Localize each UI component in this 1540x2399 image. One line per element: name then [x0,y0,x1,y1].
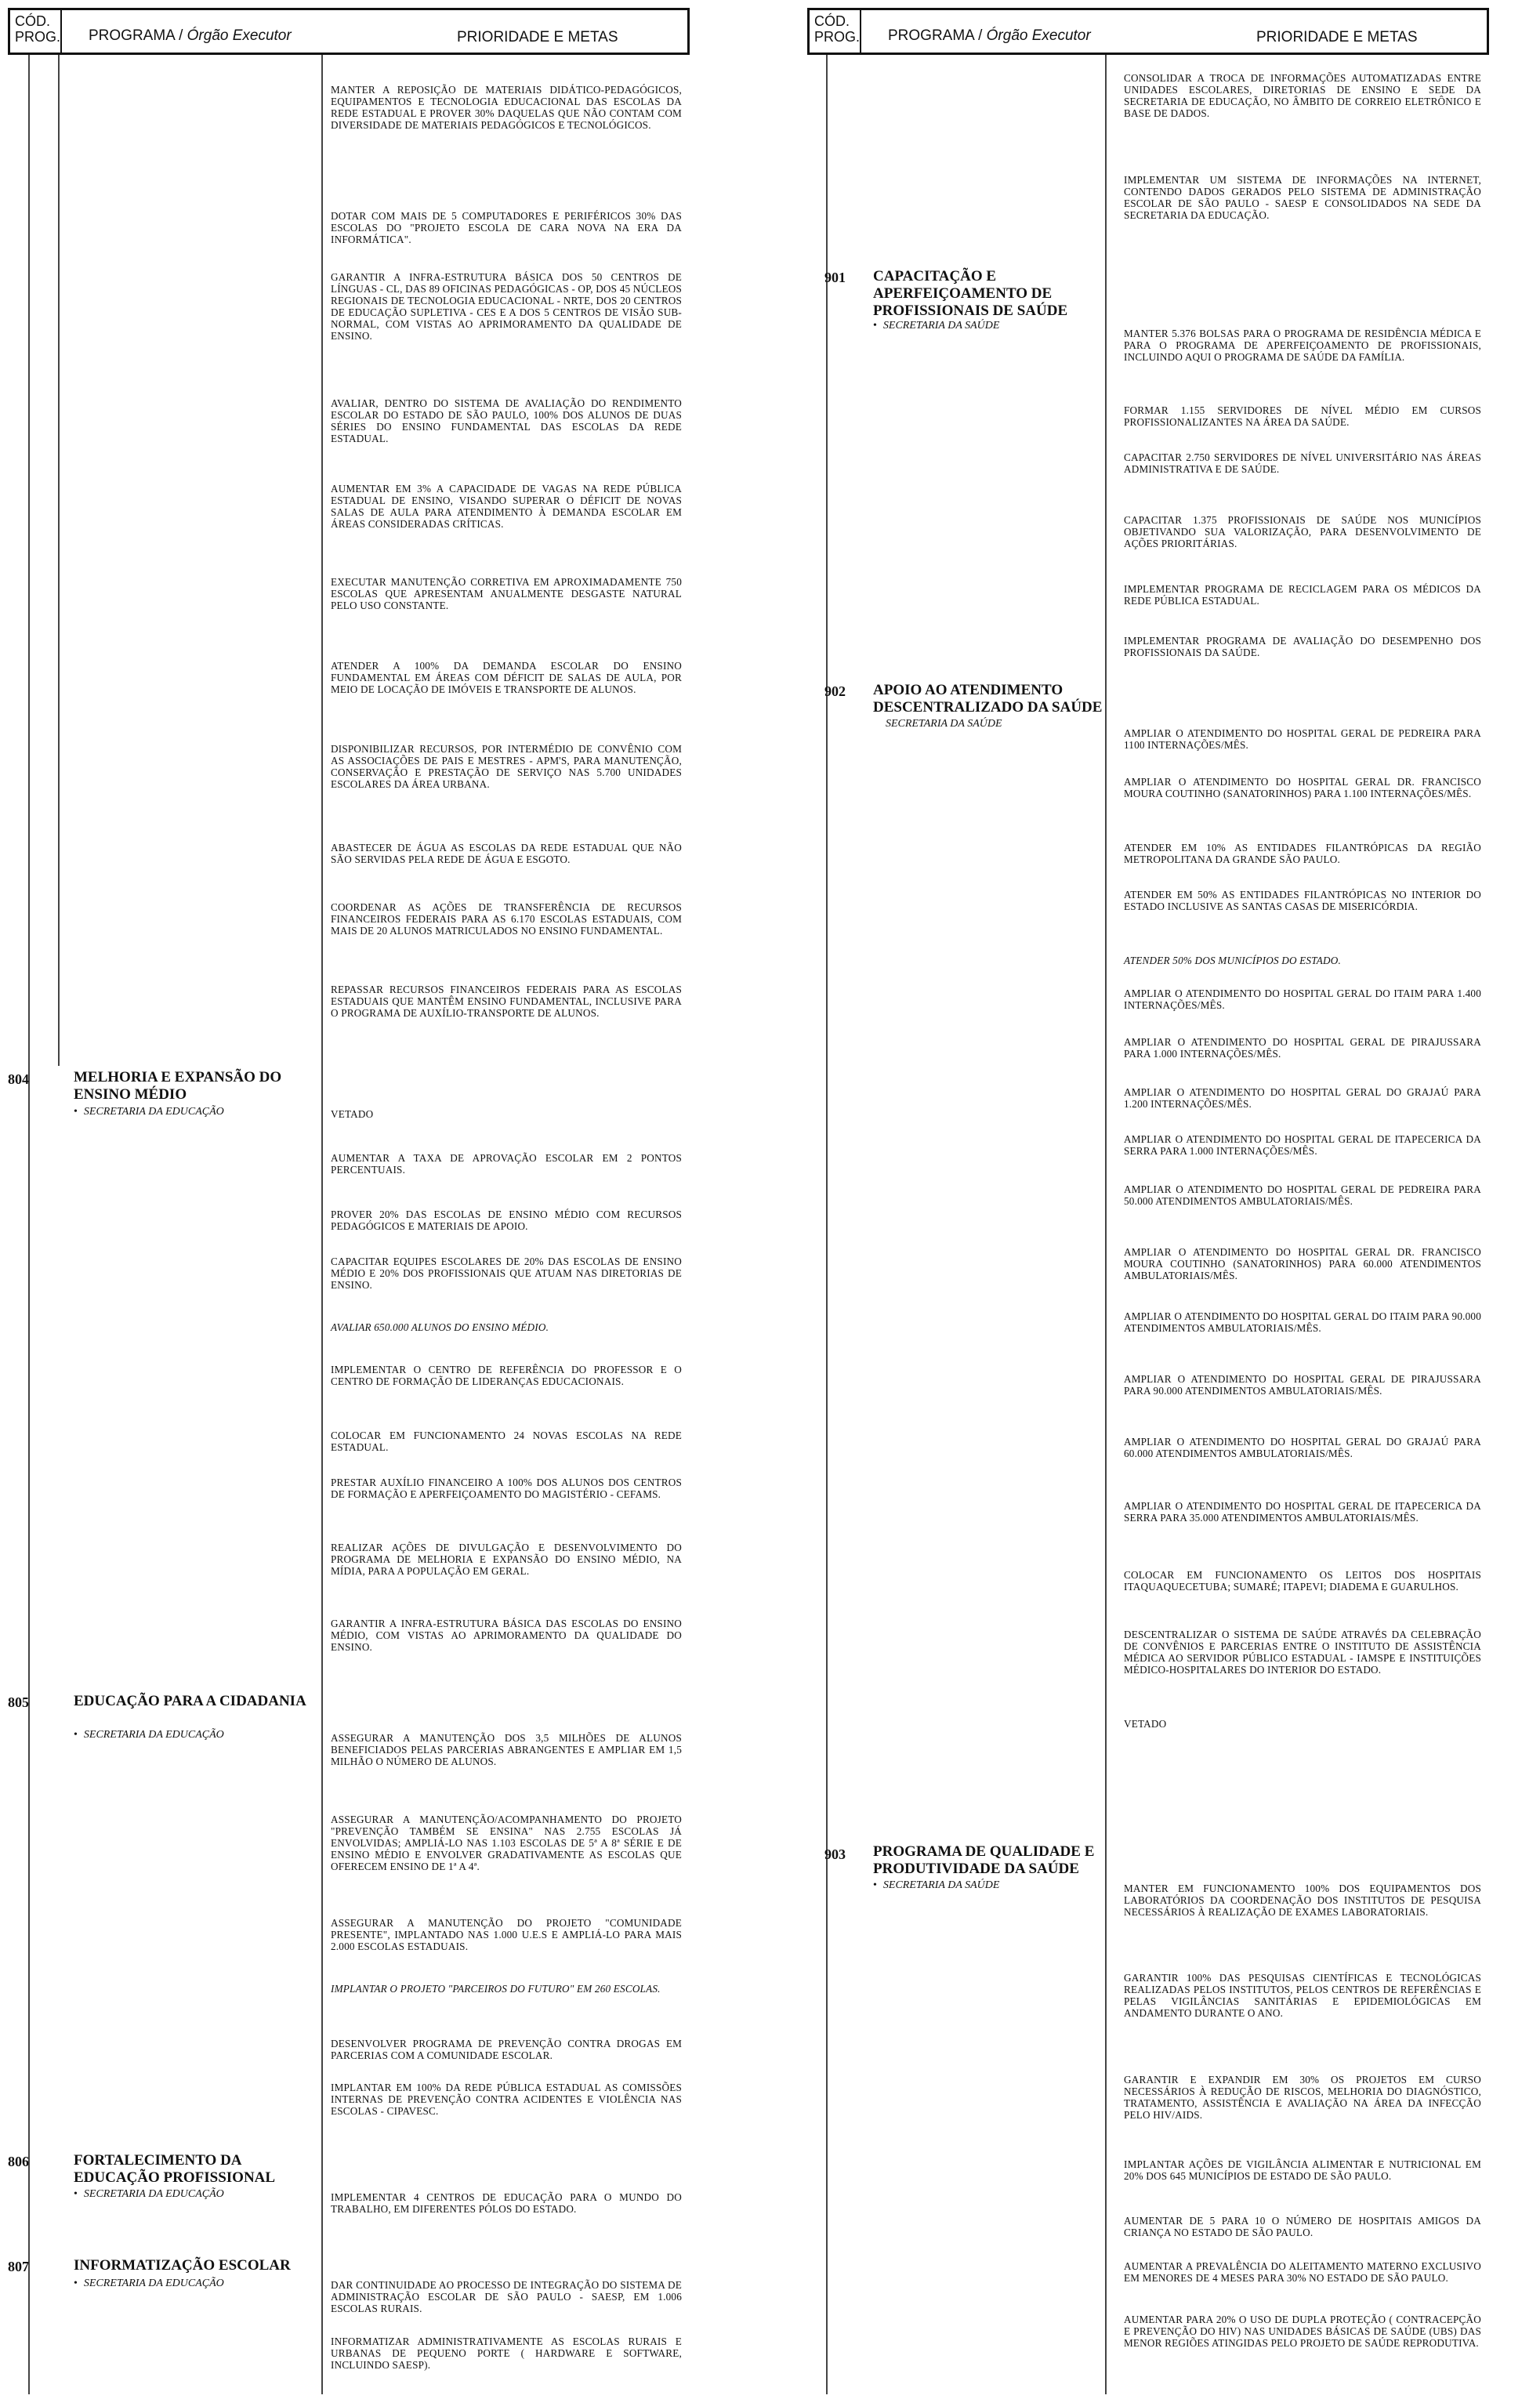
meta-item: IMPLANTAR AÇÕES DE VIGILÂNCIA ALIMENTAR E NUTRICIONAL EM 20% DOS 645 MUNICÍPIOS DE ESTADO DE SÃO PAULO. [1124,2158,1481,2182]
meta-item: ASSEGURAR A MANUTENÇÃO/ACOMPANHAMENTO DO PROJETO "PREVENÇÃO TAMBÉM SE ENSINA" NAS 2.755 ESCOLAS JÁ ENVOLVIDAS; AMPLIÁ-LO NAS 1.103 ESCOLAS DE 5ª A 8ª SÉRIE E DE ENSINO MÉDIO E ENVOLVER GRADATIVAMENTE AS ESCOLAS QUE OFERECEM ENSINO DE 1ª A 4ª. [331,1814,682,1872]
program-org-901: • SECRETARIA DA SAÚDE [873,320,1000,332]
meta-item: AVALIAR 650.000 ALUNOS DO ENSINO MÉDIO. [331,1321,549,1333]
program-org-903: • SECRETARIA DA SAÚDE [873,1879,1000,1891]
meta-item: PROVER 20% DAS ESCOLAS DE ENSINO MÉDIO COM RECURSOS PEDAGÓGICOS E MATERIAIS DE APOIO. [331,1209,682,1232]
header-divider [60,10,62,53]
meta-item: COLOCAR EM FUNCIONAMENTO OS LEITOS DOS HOSPITAIS ITAQUAQUECETUBA; SUMARÉ; ITAPEVI; DIADEMA E GUARULHOS. [1124,1569,1481,1593]
meta-item: GARANTIR 100% DAS PESQUISAS CIENTÍFICAS E TECNOLÓGICAS REALIZADAS PELOS INSTITUTOS, PELOS CENTROS DE REFERÊNCIAS E PELAS VIGILÂNCIAS SANITÁRIAS E EPIDEMIOLÓGICAS EM ANDAMENTO DURANTE O ANO. [1124,1972,1481,2019]
meta-item: IMPLEMENTAR PROGRAMA DE RECICLAGEM PARA OS MÉDICOS DA REDE PÚBLICA ESTADUAL. [1124,583,1481,607]
meta-item: EXECUTAR MANUTENÇÃO CORRETIVA EM APROXIMADAMENTE 750 ESCOLAS QUE APRESENTAM ANUALMENTE DESGASTE NATURAL PELO USO CONSTANTE. [331,576,682,611]
program-title-903: PROGRAMA DE QUALIDADE E PRODUTIVIDADE DA SAÚDE [873,1843,1095,1877]
program-code-805: 805 [8,1694,29,1710]
header-divider [860,10,861,53]
meta-item: IMPLEMENTAR PROGRAMA DE AVALIAÇÃO DO DESEMPENHO DOS PROFISSIONAIS DA SAÚDE. [1124,635,1481,658]
meta-item: AMPLIAR O ATENDIMENTO DO HOSPITAL GERAL DE ITAPECERICA DA SERRA PARA 35.000 ATENDIMENTOS AMBULATORIAIS/MÊS. [1124,1500,1481,1524]
program-title-807: INFORMATIZAÇÃO ESCOLAR [74,2257,291,2274]
column-rule [28,55,30,2394]
program-code-901: 901 [824,270,846,285]
meta-item: COORDENAR AS AÇÕES DE TRANSFERÊNCIA DE RECURSOS FINANCEIROS FEDERAIS PARA AS 6.170 ESCOLAS ESTADUAIS, COM MAIS DE 20 ALUNOS MATRICULADOS NO ENSINO FUNDAMENTAL. [331,901,682,937]
program-code-903: 903 [824,1846,846,1862]
meta-item: ATENDER EM 50% AS ENTIDADES FILANTRÓPICAS NO INTERIOR DO ESTADO INCLUSIVE AS SANTAS CASAS DE MISERICÓRDIA. [1124,889,1481,912]
meta-item: VETADO [331,1108,374,1120]
meta-item: CAPACITAR 1.375 PROFISSIONAIS DE SAÚDE NOS MUNICÍPIOS OBJETIVANDO SUA VALORIZAÇÃO, PARA DESENVOLVIMENTO DE AÇÕES PRIORITÁRIAS. [1124,514,1481,549]
meta-item: AMPLIAR O ATENDIMENTO DO HOSPITAL GERAL DE ITAPECERICA DA SERRA PARA 1.000 INTERNAÇÕES/MÊS. [1124,1133,1481,1157]
header-prioridade: PRIORIDADE E METAS [1256,29,1418,45]
meta-item: REALIZAR AÇÕES DE DIVULGAÇÃO E DESENVOLVIMENTO DO PROGRAMA DE MELHORIA E EXPANSÃO DO ENSINO MÉDIO, NA MÍDIA, PARA A POPULAÇÃO EM GERAL. [331,1542,682,1577]
meta-item: DOTAR COM MAIS DE 5 COMPUTADORES E PERIFÉRICOS 30% DAS ESCOLAS DO "PROJETO ESCOLA DE CARA NOVA NA ERA DA INFORMÁTICA". [331,210,682,245]
meta-item: AMPLIAR O ATENDIMENTO DO HOSPITAL GERAL DR. FRANCISCO MOURA COUTINHO (SANATORINHOS) PARA 60.000 ATENDIMENTOS AMBULATORIAIS/MÊS. [1124,1246,1481,1281]
program-title-806: FORTALECIMENTO DA EDUCAÇÃO PROFISSIONAL [74,2152,276,2186]
column-rule [321,55,323,2394]
meta-item: AVALIAR, DENTRO DO SISTEMA DE AVALIAÇÃO DO RENDIMENTO ESCOLAR DO ESTADO DE SÃO PAULO, 100% DOS ALUNOS DE DUAS SÉRIES DO ENSINO FUNDAMENTAL DAS ESCOLAS DA REDE ESTADUAL. [331,397,682,444]
program-title-805: EDUCAÇÃO PARA A CIDADANIA [74,1693,306,1709]
meta-item: IMPLEMENTAR 4 CENTROS DE EDUCAÇÃO PARA O MUNDO DO TRABALHO, EM DIFERENTES PÓLOS DO ESTADO. [331,2191,682,2215]
program-org-804: • SECRETARIA DA EDUCAÇÃO [74,1106,224,1118]
meta-item: AUMENTAR PARA 20% O USO DE DUPLA PROTEÇÃO ( CONTRACEPÇÃO E PREVENÇÃO DO HIV) NAS UNIDADES BÁSICAS DE SAÚDE (UBS) DAS MENOR REGIÕES ATINGIDAS PELO PROJETO DE SAÚDE REPRODUTIVA. [1124,2314,1481,2349]
header-prioridade: PRIORIDADE E METAS [457,29,618,45]
program-title-804: MELHORIA E EXPANSÃO DO ENSINO MÉDIO [74,1069,282,1103]
meta-item: MANTER 5.376 BOLSAS PARA O PROGRAMA DE RESIDÊNCIA MÉDICA E PARA O PROGRAMA DE APERFEIÇOAMENTO DE PROFISSIONAIS, INCLUINDO AQUI O PROGRAMA DE SAÚDE DA FAMÍLIA. [1124,328,1481,363]
meta-item: GARANTIR E EXPANDIR EM 30% OS PROJETOS EM CURSO NECESSÁRIOS À REDUÇÃO DE RISCOS, MELHORIA DO DIAGNÓSTICO, TRATAMENTO, ASSISTÊNCIA E AVALIAÇÃO NA ÁREA DA INFECÇÃO PELO HIV/AIDS. [1124,2074,1481,2121]
meta-item: AUMENTAR A TAXA DE APROVAÇÃO ESCOLAR EM 2 PONTOS PERCENTUAIS. [331,1152,682,1176]
meta-item: DESENVOLVER PROGRAMA DE PREVENÇÃO CONTRA DROGAS EM PARCERIAS COM A COMUNIDADE ESCOLAR. [331,2038,682,2061]
meta-item: DESCENTRALIZAR O SISTEMA DE SAÚDE ATRAVÉS DA CELEBRAÇÃO DE CONVÊNIOS E PARCERIAS ENTRE O INSTITUTO DE ASSISTÊNCIA MÉDICA AO SERVIDOR PÚBLICO ESTADUAL - IAMSPE E INSTITUIÇÕES MÉDICO-HOSPITALARES DO INTERIOR DO ESTADO. [1124,1629,1481,1676]
meta-item: AMPLIAR O ATENDIMENTO DO HOSPITAL GERAL DE PEDREIRA PARA 50.000 ATENDIMENTOS AMBULATORIAIS/MÊS. [1124,1183,1481,1207]
meta-item: COLOCAR EM FUNCIONAMENTO 24 NOVAS ESCOLAS NA REDE ESTADUAL. [331,1430,682,1453]
header-cod-prog: CÓD. PROG. [814,13,861,45]
program-org-902: SECRETARIA DA SAÚDE [886,718,1002,730]
meta-item: IMPLANTAR O PROJETO "PARCEIROS DO FUTURO" EM 260 ESCOLAS. [331,1983,661,1995]
meta-item: MANTER A REPOSIÇÃO DE MATERIAIS DIDÁTICO-PEDAGÓGICOS, EQUIPAMENTOS E TECNOLOGIA EDUCACIONAL DAS ESCOLAS DA REDE ESTADUAL E PROVER 30% DAQUELAS QUE NÃO CONTAM COM DIVERSIDADE DE MATERIAIS PEDAGÓGICOS E TECNOLÓGICOS. [331,84,682,131]
column-rule [58,55,60,1066]
meta-item: MANTER EM FUNCIONAMENTO 100% DOS EQUIPAMENTOS DOS LABORATÓRIOS DA COORDENAÇÃO DOS INSTITUTOS DE PESQUISA NECESSÁRIOS À REALIZAÇÃO DE EXAMES LABORATORIAIS. [1124,1883,1481,1918]
table-header [8,8,690,55]
meta-item: GARANTIR A INFRA-ESTRUTURA BÁSICA DAS ESCOLAS DO ENSINO MÉDIO, COM VISTAS AO APRIMORAMENTO DA QUALIDADE DO ENSINO. [331,1618,682,1653]
meta-item: DISPONIBILIZAR RECURSOS, POR INTERMÉDIO DE CONVÊNIO COM AS ASSOCIAÇÕES DE PAIS E MESTRES - APM'S, PARA MANUTENÇÃO, CONSERVAÇÃO E PRESTAÇÃO DE SERVIÇO NAS 5.700 UNIDADES ESCOLARES DA ÁREA URBANA. [331,743,682,790]
meta-item: GARANTIR A INFRA-ESTRUTURA BÁSICA DOS 50 CENTROS DE LÍNGUAS - CL, DAS 89 OFICINAS PEDAGÓGICAS - OP, DOS 45 NÚCLEOS REGIONAIS DE TECNOLOGIA EDUCACIONAL - NRTE, DOS 20 CENTROS DE EDUCAÇÃO SUPLETIVA - CES E A DOS 5 CENTROS DE VISÃO SUB-NORMAL, COM VISTAS AO APRIMORAMENTO DA QUALIDADE DE ENSINO. [331,271,682,342]
meta-item: AMPLIAR O ATENDIMENTO DO HOSPITAL GERAL DO ITAIM PARA 1.400 INTERNAÇÕES/MÊS. [1124,988,1481,1011]
program-org-807: • SECRETARIA DA EDUCAÇÃO [74,2278,224,2289]
meta-item: ATENDER A 100% DA DEMANDA ESCOLAR DO ENSINO FUNDAMENTAL EM ÁREAS COM DÉFICIT DE SALAS DE AULA, POR MEIO DE LOCAÇÃO DE IMÓVEIS E TRANSPORTE DE ALUNOS. [331,660,682,695]
meta-item: AMPLIAR O ATENDIMENTO DO HOSPITAL GERAL DR. FRANCISCO MOURA COUTINHO (SANATORINHOS) PARA 1.100 INTERNAÇÕES/MÊS. [1124,776,1481,799]
program-title-901: CAPACITAÇÃO E APERFEIÇOAMENTO DE PROFISSIONAIS DE SAÚDE [873,268,1068,319]
meta-item: DAR CONTINUIDADE AO PROCESSO DE INTEGRAÇÃO DO SISTEMA DE ADMINISTRAÇÃO ESCOLAR DE SÃO PAULO - SAESP, EM 1.006 ESCOLAS RURAIS. [331,2279,682,2314]
meta-item: AUMENTAR A PREVALÊNCIA DO ALEITAMENTO MATERNO EXCLUSIVO EM MENORES DE 4 MESES PARA 30% NO ESTADO DE SÃO PAULO. [1124,2260,1481,2284]
program-org-805: • SECRETARIA DA EDUCAÇÃO [74,1729,224,1741]
meta-item: IMPLEMENTAR UM SISTEMA DE INFORMAÇÕES NA INTERNET, CONTENDO DADOS GERADOS PELO SISTEMA DE ADMINISTRAÇÃO ESCOLAR DE SÃO PAULO - SAESP E CONSOLIDADOS NA SEDE DA SECRETARIA DA EDUCAÇÃO. [1124,174,1481,221]
meta-item: ABASTECER DE ÁGUA AS ESCOLAS DA REDE ESTADUAL QUE NÃO SÃO SERVIDAS PELA REDE DE ÁGUA E ESGOTO. [331,842,682,865]
meta-item: AUMENTAR EM 3% A CAPACIDADE DE VAGAS NA REDE PÚBLICA ESTADUAL DE ENSINO, VISANDO SUPERAR O DÉFICIT DE NOVAS SALAS DE AULA PARA ATENDIMENTO À DEMANDA ESCOLAR EM ÁREAS CONSIDERADAS CRÍTICAS. [331,483,682,530]
meta-item: AMPLIAR O ATENDIMENTO DO HOSPITAL GERAL DE PIRAJUSSARA PARA 1.000 INTERNAÇÕES/MÊS. [1124,1036,1481,1060]
meta-item: IMPLANTAR EM 100% DA REDE PÚBLICA ESTADUAL AS COMISSÕES INTERNAS DE PREVENÇÃO CONTRA ACIDENTES E VIOLÊNCIA NAS ESCOLAS - CIPAVESC. [331,2082,682,2117]
column-rule [826,55,828,2394]
meta-item: CAPACITAR 2.750 SERVIDORES DE NÍVEL UNIVERSITÁRIO NAS ÁREAS ADMINISTRATIVA E DE SAÚDE. [1124,451,1481,475]
meta-item: CONSOLIDAR A TROCA DE INFORMAÇÕES AUTOMATIZADAS ENTRE UNIDADES ESCOLARES, DIRETORIAS DE ENSINO E SEDE DA SECRETARIA DE EDUCAÇÃO, NO ÂMBITO DE CORREIO ELETRÔNICO E BASE DE DADOS. [1124,72,1481,119]
meta-item: ASSEGURAR A MANUTENÇÃO DO PROJETO "COMUNIDADE PRESENTE", IMPLANTADO NAS 1.000 U.E.S E AMPLIÁ-LO PARA MAIS 2.000 ESCOLAS ESTADUAIS. [331,1917,682,1952]
program-title-902: APOIO AO ATENDIMENTO DESCENTRALIZADO DA SAÚDE [873,682,1103,716]
program-code-807: 807 [8,2259,29,2274]
program-code-806: 806 [8,2154,29,2169]
meta-item: AUMENTAR DE 5 PARA 10 O NÚMERO DE HOSPITAIS AMIGOS DA CRIANÇA NO ESTADO DE SÃO PAULO. [1124,2215,1481,2238]
meta-item: AMPLIAR O ATENDIMENTO DO HOSPITAL GERAL DO ITAIM PARA 90.000 ATENDIMENTOS AMBULATORIAIS/MÊS. [1124,1310,1481,1334]
meta-item: AMPLIAR O ATENDIMENTO DO HOSPITAL GERAL DO GRAJAÚ PARA 1.200 INTERNAÇÕES/MÊS. [1124,1086,1481,1110]
right-column [807,8,1497,2394]
left-column [8,8,698,2394]
meta-item: IMPLEMENTAR O CENTRO DE REFERÊNCIA DO PROFESSOR E O CENTRO DE FORMAÇÃO DE LIDERANÇAS EDUCACIONAIS. [331,1364,682,1387]
column-rule [1105,55,1107,2394]
header-programa: PROGRAMA / Órgão Executor [89,27,292,44]
meta-item: ASSEGURAR A MANUTENÇÃO DOS 3,5 MILHÕES DE ALUNOS BENEFICIADOS PELAS PARCERIAS ABRANGENTES E AMPLIAR EM 1,5 MILHÃO O NÚMERO DE ALUNOS. [331,1732,682,1767]
program-code-902: 902 [824,683,846,699]
meta-item: PRESTAR AUXÍLIO FINANCEIRO A 100% DOS ALUNOS DOS CENTROS DE FORMAÇÃO E APERFEIÇOAMENTO DO MAGISTÉRIO - CEFAMS. [331,1477,682,1500]
meta-item: AMPLIAR O ATENDIMENTO DO HOSPITAL GERAL DE PEDREIRA PARA 1100 INTERNAÇÕES/MÊS. [1124,727,1481,751]
meta-item: AMPLIAR O ATENDIMENTO DO HOSPITAL GERAL DO GRAJAÚ PARA 60.000 ATENDIMENTOS AMBULATORIAIS/MÊS. [1124,1436,1481,1459]
program-org-806: • SECRETARIA DA EDUCAÇÃO [74,2188,224,2200]
meta-item: ATENDER EM 10% AS ENTIDADES FILANTRÓPICAS DA REGIÃO METROPOLITANA DA GRANDE SÃO PAULO. [1124,842,1481,865]
meta-item: INFORMATIZAR ADMINISTRATIVAMENTE AS ESCOLAS RURAIS E URBANAS DE PEQUENO PORTE ( HARDWARE E SOFTWARE, INCLUINDO SAESP). [331,2336,682,2371]
header-cod-prog: CÓD. PROG. [15,13,61,45]
meta-item: FORMAR 1.155 SERVIDORES DE NÍVEL MÉDIO EM CURSOS PROFISSIONALIZANTES NA ÁREA DA SAÚDE. [1124,404,1481,428]
meta-item: CAPACITAR EQUIPES ESCOLARES DE 20% DAS ESCOLAS DE ENSINO MÉDIO E 20% DOS PROFISSIONAIS QUE ATUAM NAS DIRETORIAS DE ENSINO. [331,1256,682,1291]
header-programa: PROGRAMA / Órgão Executor [888,27,1091,44]
meta-item: ATENDER 50% DOS MUNICÍPIOS DO ESTADO. [1124,955,1341,966]
table-header [807,8,1489,55]
meta-item: REPASSAR RECURSOS FINANCEIROS FEDERAIS PARA AS ESCOLAS ESTADUAIS QUE MANTÊM ENSINO FUNDAMENTAL, INCLUSIVE PARA O PROGRAMA DE AUXÍLIO-TRANSPORTE DE ALUNOS. [331,984,682,1019]
meta-item: VETADO [1124,1718,1167,1730]
program-code-804: 804 [8,1071,29,1087]
meta-item: AMPLIAR O ATENDIMENTO DO HOSPITAL GERAL DE PIRAJUSSARA PARA 90.000 ATENDIMENTOS AMBULATORIAIS/MÊS. [1124,1373,1481,1397]
